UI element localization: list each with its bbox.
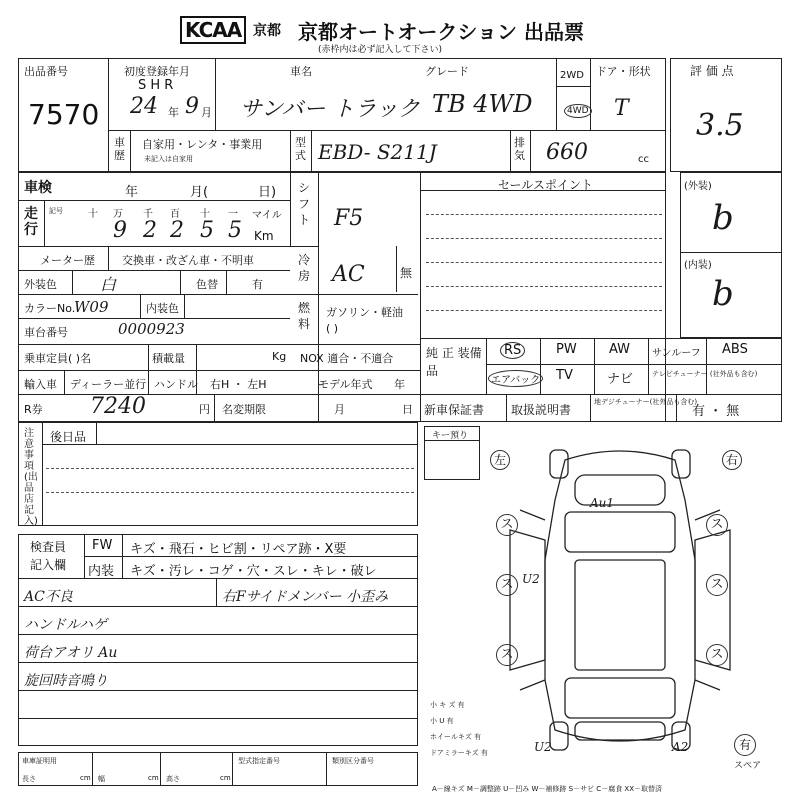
recolor-label: 色替 bbox=[196, 278, 218, 291]
rust-mark: ス bbox=[496, 574, 518, 596]
equipment-label: 純 正 装備品 bbox=[426, 346, 482, 378]
mileage-unit: Km bbox=[254, 229, 274, 243]
mileage-digit: 2 bbox=[143, 218, 157, 243]
rust-mark: ス bbox=[496, 514, 518, 536]
logo-city: 京都 bbox=[253, 23, 281, 39]
interior-value: b bbox=[712, 274, 734, 314]
mileage-digit: 2 bbox=[170, 218, 184, 243]
rating-label: 評 価 点 bbox=[690, 64, 734, 78]
color-no-label: カラーNo. bbox=[24, 302, 76, 315]
ac-none: 無 bbox=[400, 266, 413, 280]
grade-label: グレード bbox=[425, 65, 469, 78]
model-value: EBD- S211J bbox=[318, 140, 437, 164]
equip-tv: TV bbox=[556, 368, 573, 383]
model-year-label: モデル年式 bbox=[318, 378, 373, 391]
rust-mark: ス bbox=[706, 644, 728, 666]
fw-label: FW bbox=[92, 538, 113, 553]
lot-label: 出品番号 bbox=[24, 65, 68, 78]
kg-unit: Kg bbox=[272, 350, 287, 363]
remark-2: ハンドルハゲ bbox=[24, 617, 108, 633]
cc-unit: cc bbox=[638, 154, 649, 165]
handle-options: 右H ・ 左H bbox=[210, 378, 267, 391]
damage-note: Au1 bbox=[590, 496, 615, 510]
recycle-label: R券 bbox=[24, 403, 43, 416]
cert-label: 型式指定番号 bbox=[238, 757, 280, 765]
sheet-title: 京都オートオークション 出品票 bbox=[298, 20, 584, 44]
fuel-label: 燃料 bbox=[298, 301, 311, 331]
auction-sheet: KCAA 京都 京都オートオークション 出品票 (赤枠内は必ず記入して下さい) 出品番号 7570 初度登録年月 S H R 24 年 9 月 車名 グレード サンバー トラック TB 4WD 2WD 4WD ドア・形状 T 車歴 自家用・レンタ・事業用 未記入は自家用 型式 EBD- S211J 排気 660 cc 評 価 点 3.5 車検 年 月( 日) 走行 記号 十 万 千 百 十 一 マイル 9 2 2 5 5 Km シフト F5 セールスポイント メーター歴 交換車・改ざん車・不明車 冷房 AC 無 外装色 白 色替 有 燃料 ガソリン・軽油 ( ) カラーNo. W09 内装色 車台番号 0000923 乗車定員( )名 積載量 Kg NOX 適合・不適合 輸入車 ディーラー並行 ハンドル 右H ・ 左H モデル年式 年 R券 7240 円 名変期限 月 日 純 正 装備品 RS PW AW サンルーフ ABS エアバック TV ナビ テレビチューナー (社外品も含む) 新車保証書 取扱説明書 地デジチューナー(社外品も含む) 有 ・ 無 (外装) b (内装) b 注意事項(出品店記入) 後日品 検査員 記入欄 FW キズ・飛石・ヒビ割・リペア跡・X要 内装 キズ・汚レ・コゲ・穴・スレ・キレ・破レ AC不良 右Fサイドメンバー 小歪み ハンドルハゲ 荷台アオリ Au 旋回時音鳴り キー預り 左 右 ス ス ス ス ス ス Au1 U2 U2 A2 小 キ ズ 有 小 U 有 ホイールキズ 有 ドアミラーキズ 有 有 スペア 車庫証明用 長さ cm 幅 cm 高さ cm 型式指定番号 類別区分番号 A－線キズ M－調整跡 U－凹み W－補修跡 S－サビ C－腐食 XX－取替済 bbox=[0, 0, 800, 800]
shift-value: F5 bbox=[334, 206, 364, 231]
chassis-value: 0000923 bbox=[118, 320, 185, 338]
logo: KCAA bbox=[180, 16, 246, 44]
equip-rs: RS bbox=[500, 342, 525, 359]
car-name: サンバー トラック bbox=[240, 97, 420, 122]
fuel-options: ガソリン・軽油 bbox=[326, 306, 403, 319]
car-diagram bbox=[480, 440, 760, 760]
shift-label: シフト bbox=[298, 181, 311, 227]
displacement-label: 排気 bbox=[514, 136, 525, 162]
door-label: ドア・形状 bbox=[596, 65, 651, 78]
dealer-label: ディーラー並行 bbox=[70, 378, 147, 391]
remark-right: 右Fサイドメンバー 小歪み bbox=[222, 589, 389, 605]
garage-label: 車庫証明用 bbox=[22, 757, 57, 765]
mileage-digit: 9 bbox=[113, 218, 127, 243]
mileage-digit: 5 bbox=[228, 218, 242, 243]
color-value: 白 bbox=[100, 275, 117, 294]
checker-label: 検査員 記入欄 bbox=[30, 540, 67, 572]
fuel-paren: ( ) bbox=[326, 322, 339, 335]
sales-point-label: セールスポイント bbox=[498, 178, 593, 192]
equip-navi: ナビ bbox=[607, 372, 634, 387]
notes-date-label: 後日品 bbox=[50, 430, 87, 444]
fw-items: キズ・飛石・ヒビ割・リペア跡・X要 bbox=[130, 542, 347, 557]
expiry-label: 名変期限 bbox=[222, 403, 266, 416]
grade: TB 4WD bbox=[432, 90, 533, 118]
spare-value: 有 bbox=[734, 734, 756, 756]
interior-color-label: 内装色 bbox=[146, 302, 179, 315]
inspection-label: 車検 bbox=[24, 180, 52, 196]
recolor-value: 有 bbox=[252, 278, 263, 291]
interior-label: (内装) bbox=[684, 260, 712, 271]
remark-1: AC不良 bbox=[24, 589, 73, 605]
handle-label: ハンドル bbox=[154, 378, 198, 391]
equip-yes-no: 有 ・ 無 bbox=[692, 404, 740, 419]
equip-airbag: エアバック bbox=[488, 370, 543, 387]
class-label: 類別区分番号 bbox=[332, 757, 374, 765]
load-label: 積載量 bbox=[152, 352, 185, 365]
int-label: 内装 bbox=[88, 564, 115, 579]
mileage-label: 走行 bbox=[24, 206, 38, 238]
history-note: 未記入は自家用 bbox=[144, 155, 193, 163]
lot-number: 7570 bbox=[28, 98, 100, 131]
left-side-label: 左 bbox=[490, 450, 510, 470]
door-value: T bbox=[614, 96, 629, 121]
small-dent-legend: 小 U 有 bbox=[430, 717, 454, 725]
nox-label: NOX 適合・不適合 bbox=[300, 352, 394, 365]
model-label: 型式 bbox=[295, 136, 306, 162]
equip-digital-tuner: 地デジチューナー(社外品も含む) bbox=[594, 398, 698, 406]
reg-year: 24 bbox=[130, 94, 158, 119]
key-label: キー預り bbox=[432, 431, 469, 441]
exterior-value: b bbox=[712, 198, 734, 238]
damage-note: A2 bbox=[672, 740, 689, 754]
equip-abs: ABS bbox=[722, 342, 748, 357]
spare-label: スペア bbox=[734, 761, 762, 771]
equip-aw: AW bbox=[609, 342, 631, 357]
rust-mark: ス bbox=[706, 514, 728, 536]
small-scratch-legend: 小 キ ズ 有 bbox=[430, 701, 465, 709]
chassis-label: 車台番号 bbox=[24, 326, 68, 339]
notes-label: 注意事項(出品店記入) bbox=[24, 428, 38, 527]
rust-mark: ス bbox=[496, 644, 518, 666]
displacement-value: 660 bbox=[546, 140, 588, 165]
equip-pw: PW bbox=[556, 342, 577, 357]
recycle-value: 7240 bbox=[90, 394, 146, 419]
exterior-label: (外装) bbox=[684, 181, 712, 192]
wheel-scratch-legend: ホイールキズ 有 bbox=[430, 733, 481, 741]
first-reg-label: 初度登録年月 bbox=[124, 65, 190, 78]
color-label: 外装色 bbox=[24, 278, 57, 291]
equip-manual: 取扱説明書 bbox=[511, 403, 572, 417]
rating-value: 3.5 bbox=[696, 108, 744, 143]
rust-mark: ス bbox=[706, 574, 728, 596]
reg-month: 9 bbox=[185, 94, 199, 119]
sheet-subtitle: (赤枠内は必ず記入して下さい) bbox=[318, 45, 443, 55]
era-label: S H R bbox=[138, 78, 174, 93]
meter-options: 交換車・改ざん車・不明車 bbox=[122, 254, 254, 267]
remark-3: 荷台アオリ Au bbox=[24, 645, 118, 661]
ac-label: 冷房 bbox=[298, 253, 311, 283]
mileage-digit: 5 bbox=[200, 218, 214, 243]
equip-warranty: 新車保証書 bbox=[424, 403, 485, 417]
drive-4wd: 4WD bbox=[564, 104, 592, 118]
damage-codes: A－線キズ M－調整跡 U－凹み W－補修跡 S－サビ C－腐食 XX－取替済 bbox=[432, 785, 663, 793]
history-label: 車歴 bbox=[114, 136, 125, 162]
int-items: キズ・汚レ・コゲ・穴・スレ・キレ・破レ bbox=[130, 564, 377, 579]
equip-sunroof: サンルーフ bbox=[652, 348, 701, 359]
import-label: 輸入車 bbox=[24, 378, 57, 391]
equip-tv-tuner: テレビチューナー (社外品も含む) bbox=[652, 370, 758, 378]
right-side-label: 右 bbox=[722, 450, 742, 470]
mirror-scratch-legend: ドアミラーキズ 有 bbox=[430, 749, 488, 757]
remark-4: 旋回時音鳴り bbox=[24, 673, 108, 689]
color-no-value: W09 bbox=[74, 298, 109, 316]
damage-note: U2 bbox=[534, 740, 552, 754]
capacity-label: 乗車定員( )名 bbox=[24, 352, 92, 365]
meter-label: メーター歴 bbox=[40, 254, 95, 267]
history-options: 自家用・レンタ・事業用 bbox=[142, 138, 263, 151]
car-name-label: 車名 bbox=[290, 65, 312, 78]
damage-note: U2 bbox=[522, 572, 540, 586]
ac-value: AC bbox=[332, 262, 365, 287]
drive-2wd: 2WD bbox=[560, 70, 584, 81]
